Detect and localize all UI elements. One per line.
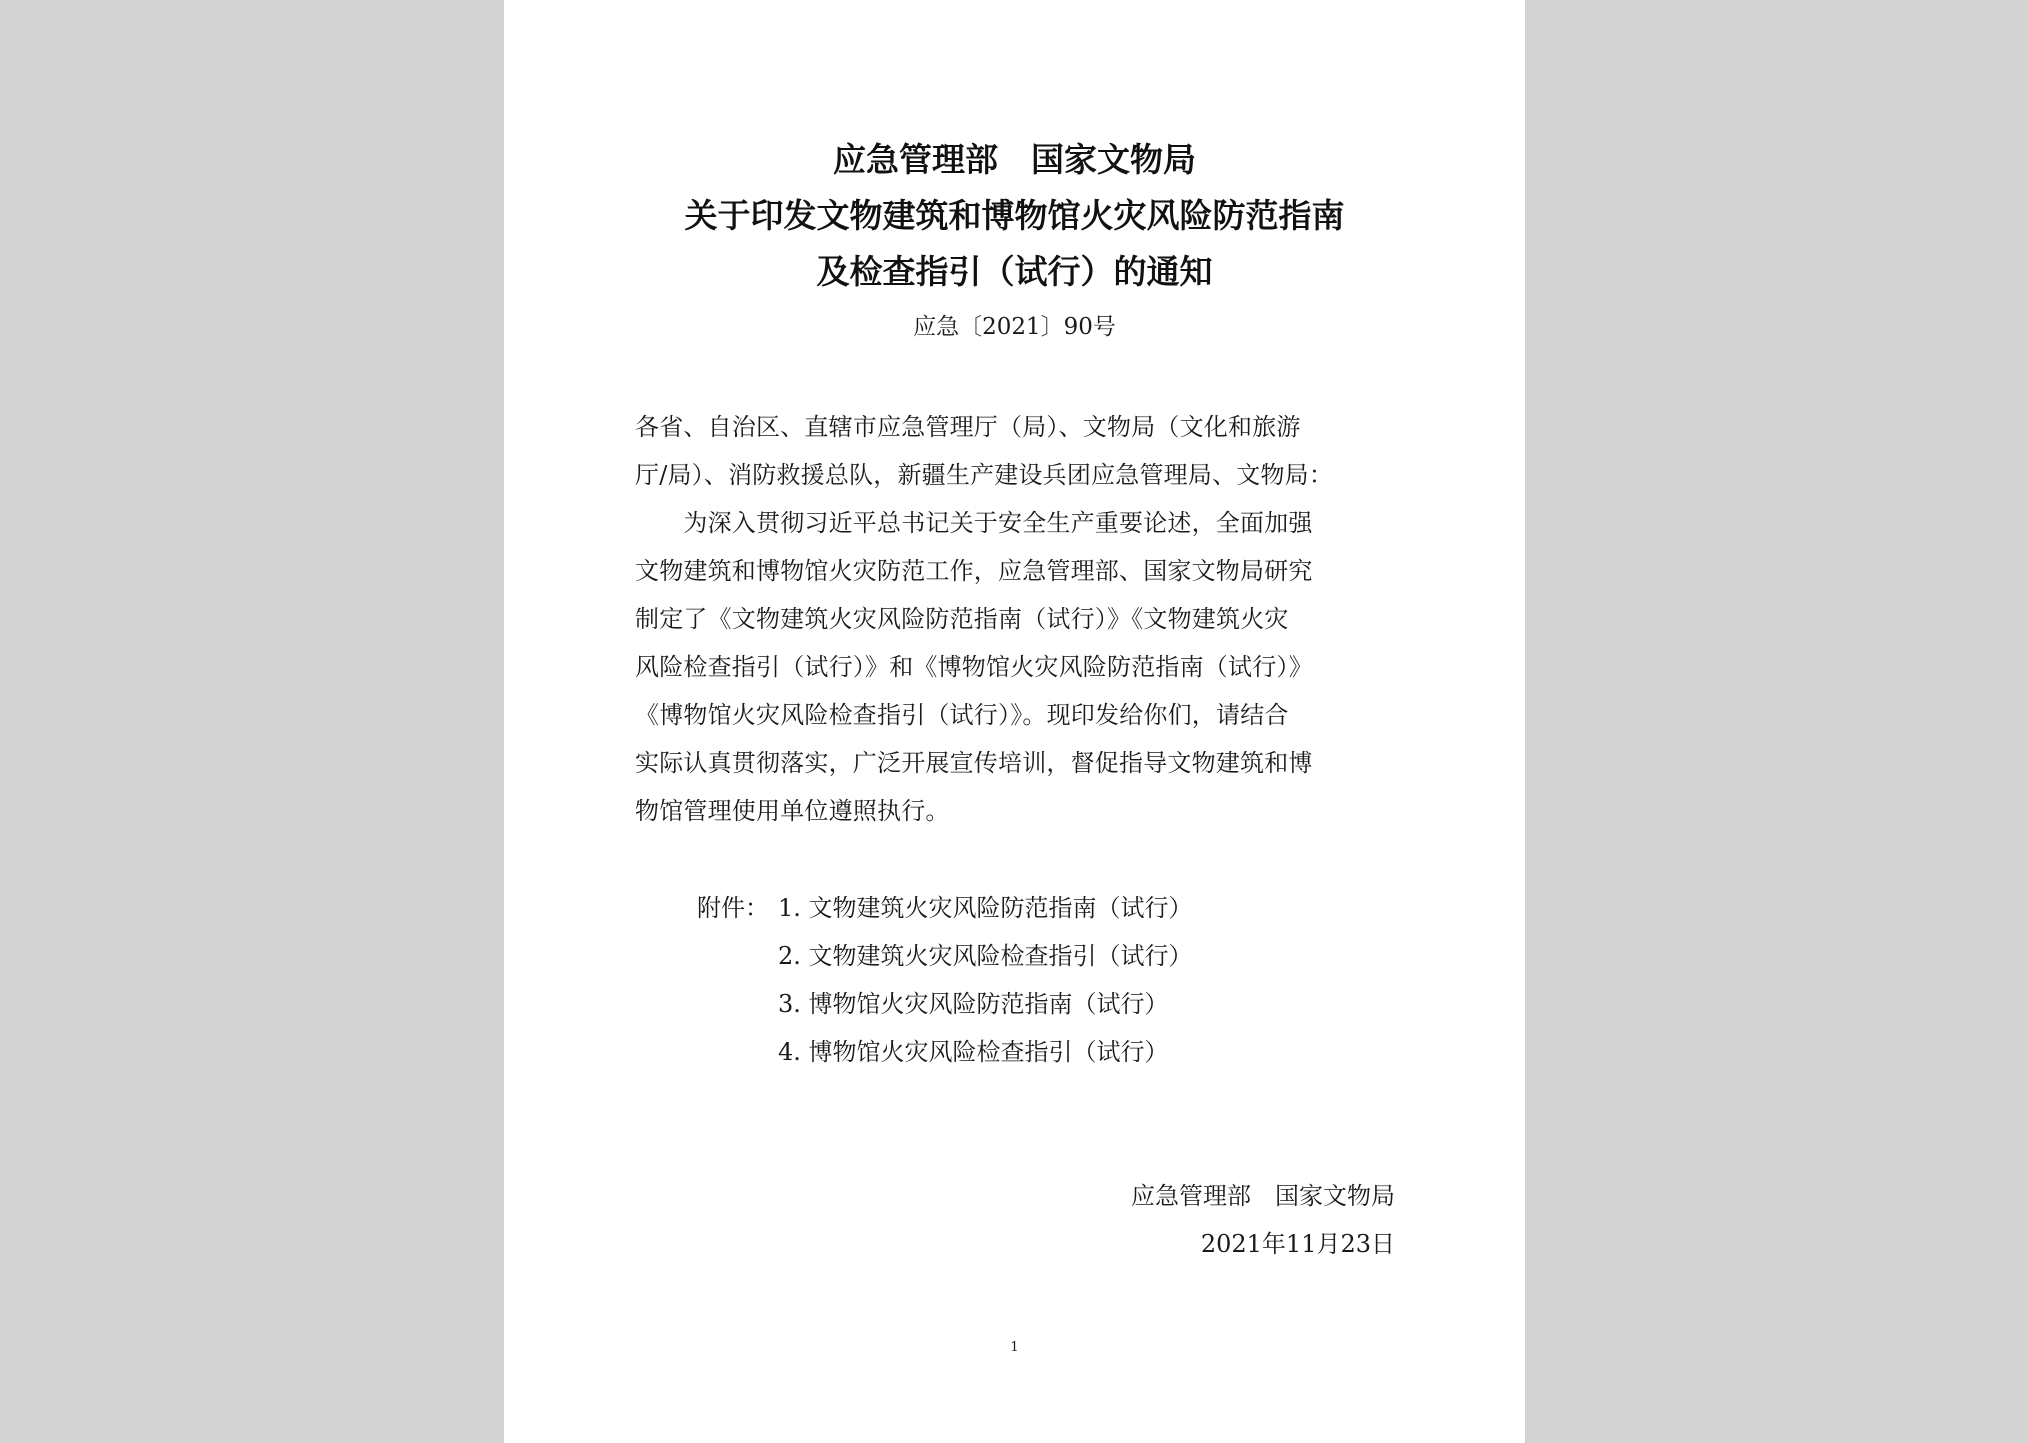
body-line-6: 实际认真贯彻落实，广泛开展宣传培训，督促指导文物建筑和博 xyxy=(635,749,1313,777)
attachment-item-2: 2. 文物建筑火灾风险检查指引（试行） xyxy=(778,942,1193,970)
addressee-line-2: 厅/局）、消防救援总队，新疆生产建设兵团应急管理局、文物局： xyxy=(635,461,1334,489)
signature-date: 2021年11月23日 xyxy=(1200,1230,1395,1258)
addressee-line-1: 各省、自治区、直辖市应急管理厅（局）、文物局（文化和旅游 xyxy=(635,413,1301,441)
body-line-2: 文物建筑和博物馆火灾防范工作，应急管理部、国家文物局研究 xyxy=(635,557,1313,585)
signature-issuers: 应急管理部 国家文物局 xyxy=(1131,1182,1395,1210)
attachments-label: 附件： xyxy=(697,894,769,922)
page-number: 1 xyxy=(1010,1340,1019,1355)
body-line-5: 《博物馆火灾风险检查指引（试行）》。现印发给你们，请结合 xyxy=(635,701,1289,729)
title-line-3: 及检查指引（试行）的通知 xyxy=(816,252,1213,291)
body-line-4: 风险检查指引（试行）》和《博物馆火灾风险防范指南（试行）》 xyxy=(635,653,1313,681)
title-line-2: 关于印发文物建筑和博物馆火灾风险防范指南 xyxy=(684,196,1345,235)
document-page xyxy=(504,0,1525,1443)
body-line-1: 为深入贯彻习近平总书记关于安全生产重要论述，全面加强 xyxy=(635,509,1313,537)
attachment-item-4: 4. 博物馆火灾风险检查指引（试行） xyxy=(778,1038,1169,1066)
attachment-item-1: 1. 文物建筑火灾风险防范指南（试行） xyxy=(778,894,1193,922)
title-line-1: 应急管理部 国家文物局 xyxy=(833,140,1196,179)
document-number: 应急〔2021〕90号 xyxy=(913,314,1116,340)
body-line-3: 制定了《文物建筑火灾风险防范指南（试行）》《文物建筑火灾 xyxy=(635,605,1289,633)
body-line-7: 物馆管理使用单位遵照执行。 xyxy=(635,797,950,825)
attachment-item-3: 3. 博物馆火灾风险防范指南（试行） xyxy=(778,990,1169,1018)
